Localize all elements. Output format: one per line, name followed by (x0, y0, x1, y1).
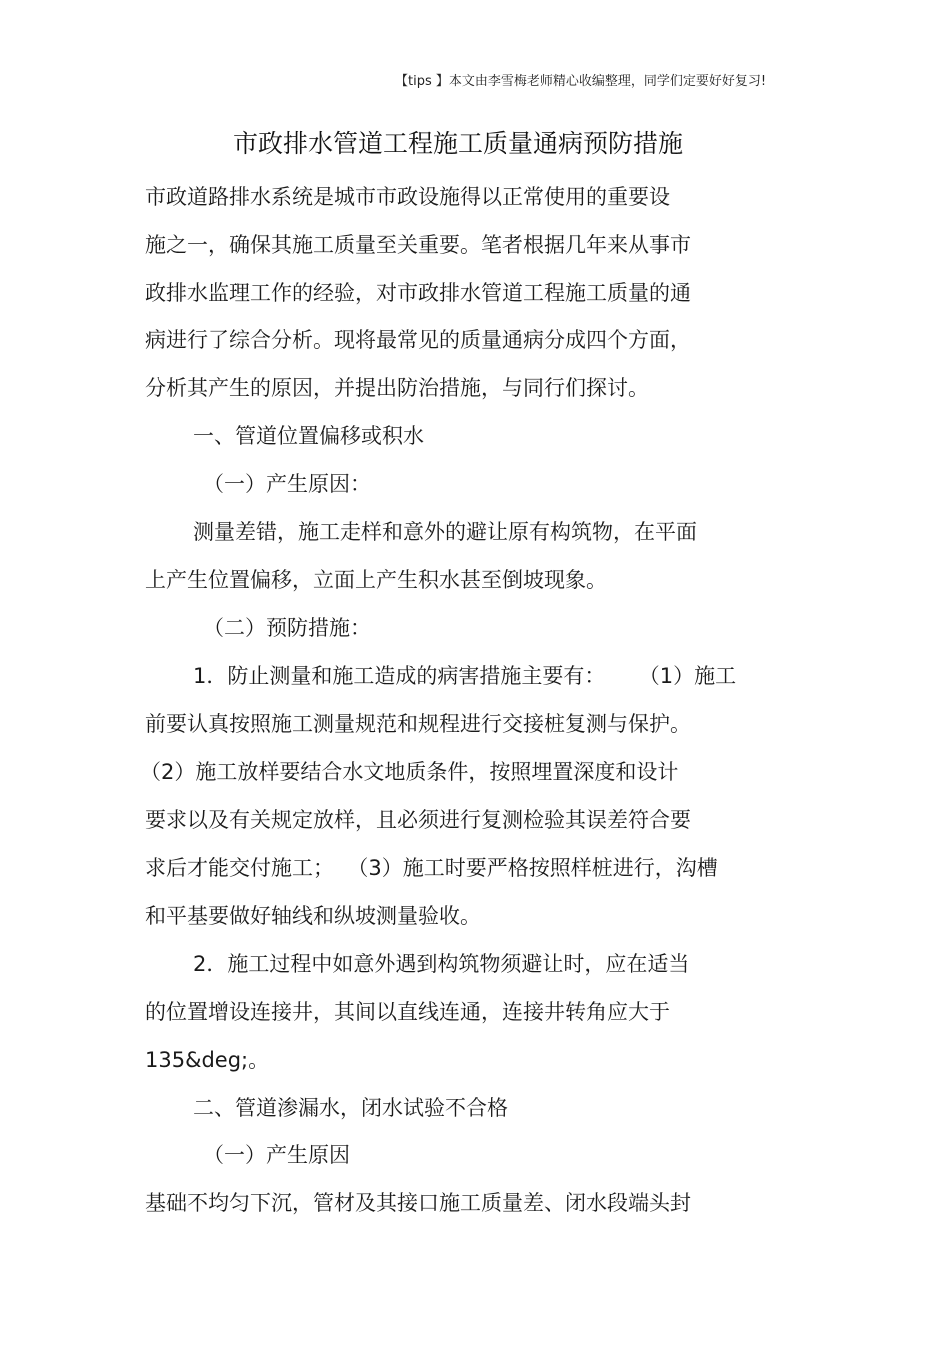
body-line: 和平基要做好轴线和纵坡测量验收。 (145, 904, 481, 928)
body-line: 的位置增设连接井，其间以直线连通，连接井转角应大于 (145, 1000, 670, 1024)
body-line: 市政道路排水系统是城市市政设施得以正常使用的重要设 (145, 185, 670, 209)
body-line: 施之一，确保其施工质量至关重要。笔者根据几年来从事市 (145, 233, 691, 257)
body-line: （2）施工放样要结合水文地质条件，按照埋置深度和设计 (140, 760, 679, 784)
body-line: 1．防止测量和施工造成的病害措施主要有： （1）施工 (193, 664, 737, 688)
body-line: 政排水监理工作的经验，对市政排水管道工程施工质量的通 (145, 281, 691, 305)
body-line: 2．施工过程中如意外遇到构筑物须避让时，应在适当 (193, 952, 690, 976)
body-line: 病进行了综合分析。现将最常见的质量通病分成四个方面， (145, 328, 691, 352)
body-line: 要求以及有关规定放样，且必须进行复测检验其误差符合要 (145, 808, 691, 832)
body-line: 求后才能交付施工； （3）施工时要严格按照样桩进行，沟槽 (145, 856, 718, 880)
body-line: 前要认真按照施工测量规范和规程进行交接桩复测与保护。 (145, 712, 691, 736)
page-title: 市政排水管道工程施工质量通病预防措施 (232, 129, 683, 158)
body-line: 分析其产生的原因，并提出防治措施，与同行们探讨。 (145, 376, 649, 400)
subsection-heading: （一）产生原因 (203, 1143, 350, 1167)
body-line: 上产生位置偏移，立面上产生积水甚至倒坡现象。 (145, 568, 607, 592)
body-line: 135&deg;。 (145, 1048, 270, 1072)
body-line: 基础不均匀下沉，管材及其接口施工质量差、闭水段端头封 (145, 1191, 691, 1215)
header-tip: 【tips 】本文由李雪梅老师精心收编整理，同学们定要好好复习! (395, 74, 767, 89)
subsection-heading: （二）预防措施： (203, 616, 371, 640)
subsection-heading: （一）产生原因： (203, 472, 371, 496)
section-heading: 二、管道渗漏水，闭水试验不合格 (193, 1096, 508, 1120)
body-line: 测量差错，施工走样和意外的避让原有构筑物，在平面 (193, 520, 697, 544)
section-heading: 一、管道位置偏移或积水 (193, 424, 424, 448)
